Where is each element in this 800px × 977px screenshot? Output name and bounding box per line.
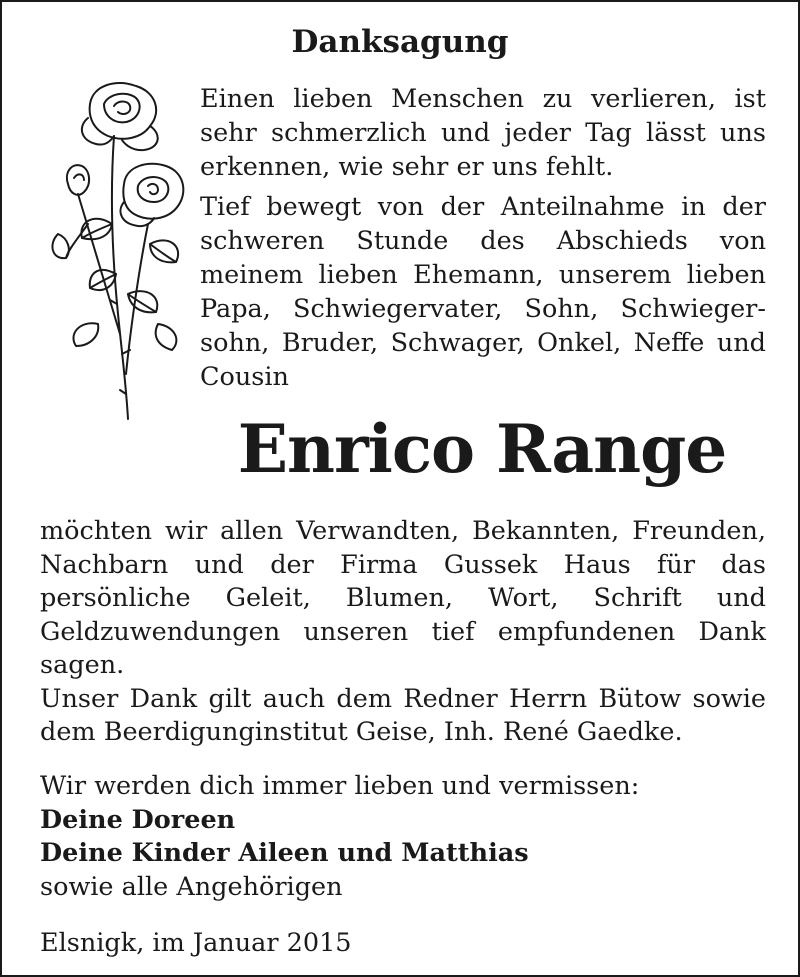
- signature: Deine Doreen: [40, 804, 236, 835]
- closing-block: [40, 770, 766, 904]
- closing-line: sowie alle Angehörigen: [40, 871, 343, 902]
- rose-illustration: [38, 74, 198, 424]
- intro-paragraph: Tief bewegt von der Anteilnahme in der schweren Stunde des Abschieds von meinem lieben Ehemann, unserem lieben Papa, Schwiegervater, Sohn, Schwieger-sohn, Bruder, Schwager, Onkel, Neffe und Cousin: [200, 192, 766, 392]
- body-paragraph: möchten wir allen Verwandten, Bekannten, Freunden, Nachbarn und der Firma Gussek Haus für das persönliche Geleit, Blumen, Wort, Schrift und Geldzuwendungen unseren tief empfundenen Dank sagen.: [40, 516, 766, 680]
- deceased-name: Enrico Range: [237, 410, 727, 488]
- intro-text: [200, 82, 766, 400]
- body-paragraph: Unser Dank gilt auch dem Redner Herrn Bütow sowie dem Beerdigunginstitut Geise, Inh. René Gaedke.: [40, 683, 766, 747]
- signature: Deine Kinder Aileen und Matthias: [40, 838, 529, 868]
- closing-line: Wir werden dich immer lieben und vermissen:: [40, 771, 640, 801]
- heading: Danksagung: [291, 24, 509, 60]
- place-date: Elsnigk, im Januar 2015: [40, 928, 352, 958]
- body-text: [40, 515, 766, 750]
- intro-paragraph: Einen lieben Menschen zu verlieren, ist sehr schmerzlich und jeder Tag lässt uns erkennen, wie sehr er uns fehlt.: [200, 84, 766, 182]
